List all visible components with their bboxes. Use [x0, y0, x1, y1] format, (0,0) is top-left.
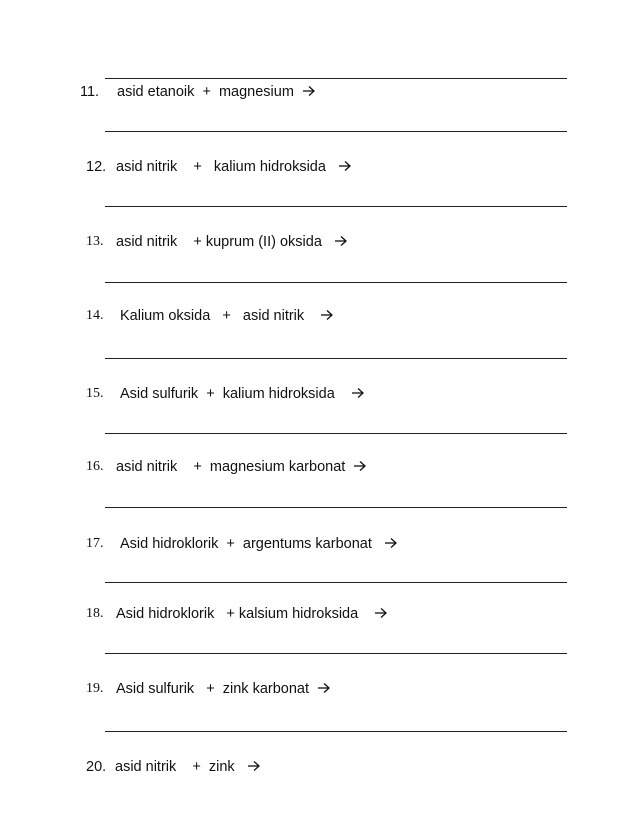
reactants: asid etanoik + magnesium [117, 84, 302, 100]
question-number: 12. [86, 159, 107, 175]
right-arrow-icon [338, 160, 352, 172]
answer-line [105, 206, 567, 207]
reaction-text [115, 757, 261, 777]
question-item [0, 384, 351, 404]
right-arrow-icon [374, 607, 388, 619]
reactants: asid nitrik + zink [115, 759, 247, 775]
question-number: 19. [86, 681, 104, 696]
answer-line [105, 78, 567, 79]
question-number: 15. [86, 386, 104, 401]
question-item [0, 232, 334, 252]
question-item [0, 457, 354, 477]
question-number: 16. [86, 459, 104, 474]
question-number: 20. [86, 759, 107, 775]
reaction-text [120, 534, 398, 554]
right-arrow-icon [334, 235, 348, 247]
right-arrow-icon [247, 760, 261, 772]
answer-line [105, 731, 567, 732]
reaction-text [116, 604, 388, 624]
question-number: 11. [80, 84, 100, 100]
reactants: asid nitrik + magnesium karbonat [116, 459, 354, 475]
reactants: Kalium oksida + asid nitrik [120, 308, 321, 324]
reaction-text [117, 82, 316, 102]
answer-line [105, 282, 567, 283]
answer-line [105, 653, 567, 654]
right-arrow-icon [351, 387, 365, 399]
right-arrow-icon [302, 85, 316, 97]
question-number: 18. [86, 606, 104, 621]
question-item [0, 157, 339, 177]
reactants: asid nitrik + kalium hidroksida [116, 159, 339, 175]
reaction-text [120, 306, 334, 326]
reaction-text [116, 457, 367, 477]
reaction-text [116, 679, 331, 699]
answer-line [105, 433, 567, 434]
question-item [0, 534, 384, 554]
question-item [0, 306, 321, 326]
answer-line [105, 358, 567, 359]
question-item [0, 604, 375, 624]
reactants: Asid sulfurik + zink karbonat [116, 681, 318, 697]
right-arrow-icon [320, 309, 334, 321]
reactants: Asid sulfurik + kalium hidroksida [120, 386, 351, 402]
question-item [0, 679, 318, 699]
reaction-text [120, 384, 365, 404]
question-item [0, 82, 302, 102]
reactants: Asid hidroklorik + kalsium hidroksida [116, 606, 375, 622]
right-arrow-icon [317, 682, 331, 694]
right-arrow-icon [384, 537, 398, 549]
reactants: asid nitrik + kuprum (II) oksida [116, 234, 334, 250]
answer-line [105, 582, 567, 583]
reactants: Asid hidroklorik + argentums karbonat [120, 536, 384, 552]
question-number: 17. [86, 536, 104, 551]
question-item [0, 757, 247, 777]
reaction-text [116, 157, 352, 177]
question-number: 13. [86, 234, 104, 249]
right-arrow-icon [353, 460, 367, 472]
answer-line [105, 507, 567, 508]
question-number: 14. [86, 308, 104, 323]
reaction-text [116, 232, 348, 252]
answer-line [105, 131, 567, 132]
